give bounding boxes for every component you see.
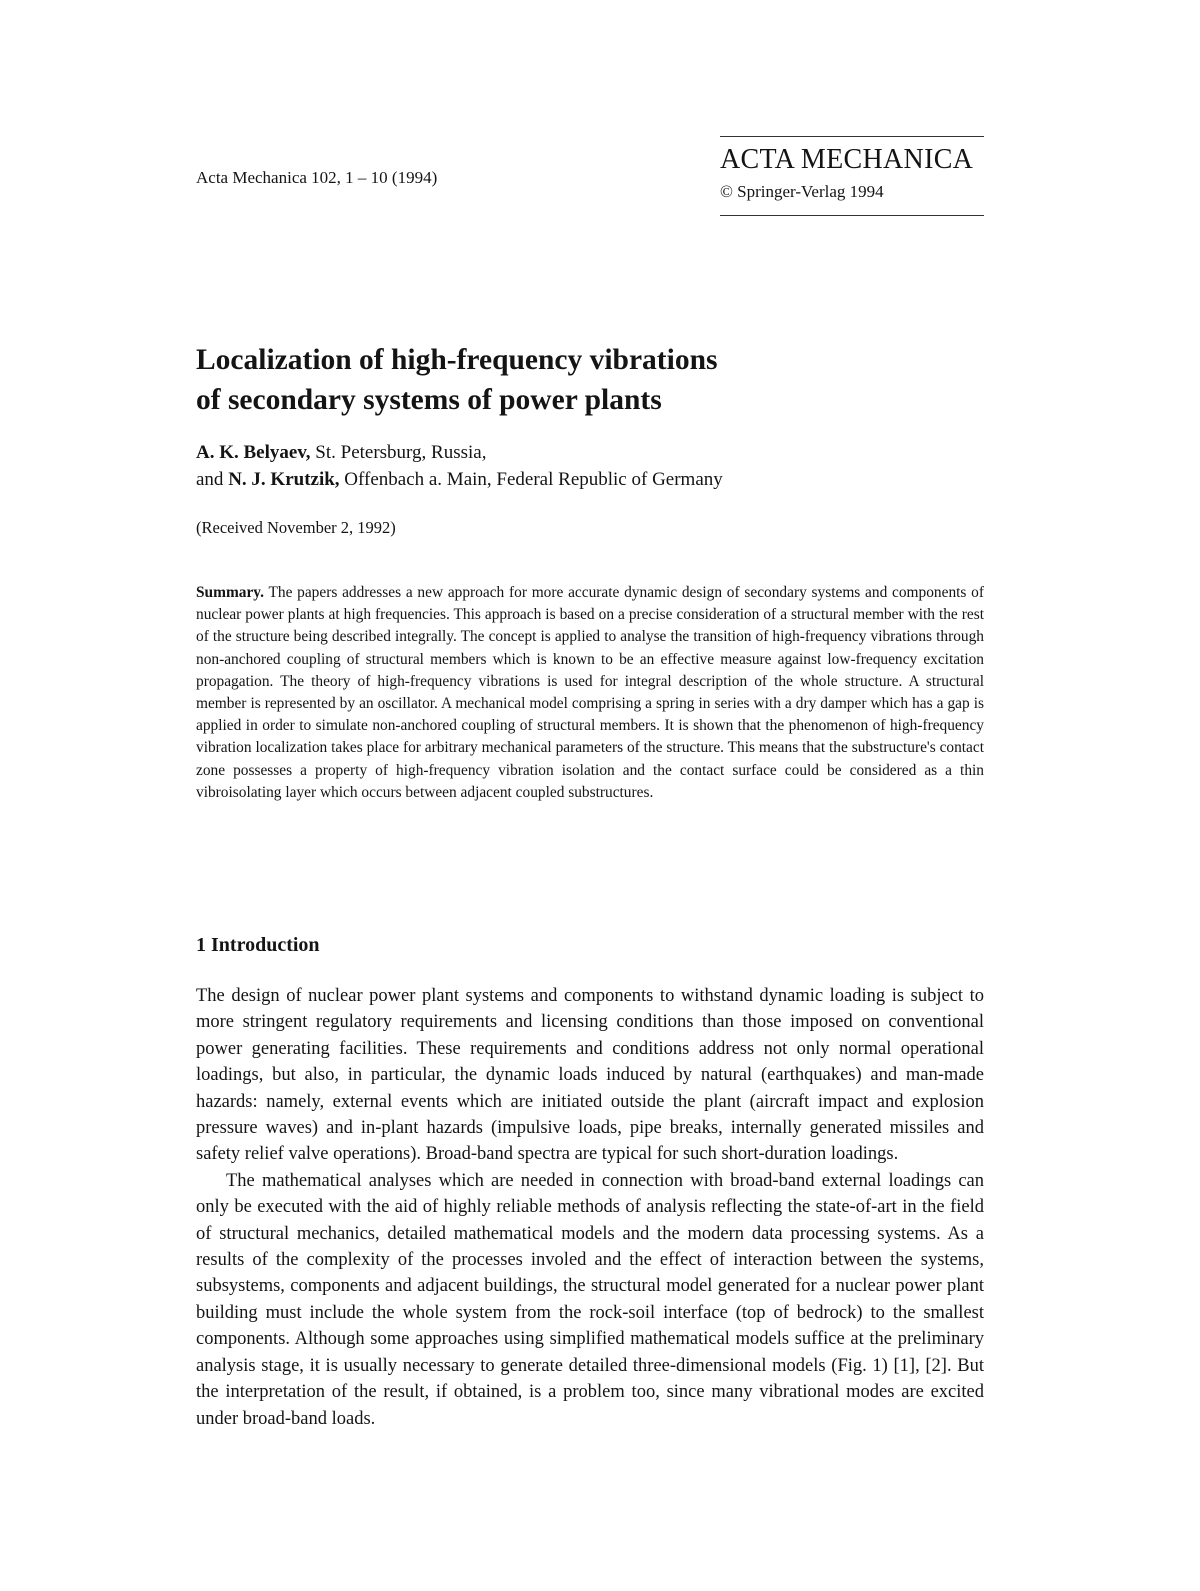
masthead-top-rule bbox=[720, 136, 984, 137]
author-line-1 bbox=[196, 439, 723, 466]
summary-abstract bbox=[196, 582, 984, 804]
body-text bbox=[196, 983, 984, 1432]
title-line-2: of secondary systems of power plants bbox=[196, 384, 662, 416]
received-date: (Received November 2, 1992) bbox=[196, 518, 396, 537]
journal-name: ACTA MECHANICA bbox=[720, 144, 974, 175]
author-1-name: A. K. Belyaev, bbox=[196, 442, 311, 463]
journal-masthead bbox=[720, 136, 984, 216]
author-conjunction: and bbox=[196, 469, 229, 490]
summary-label: Summary. bbox=[196, 584, 264, 601]
summary-text: The papers addresses a new approach for more accurate dynamic design of secondary systems and components of nuclear power plants at high frequencies. This approach is based on a precise consideration of a structural member with the rest of the structure being described integrally. The concept is applied to analyse the transition of high-frequency vibrations through non-anchored coupling of structural members which is known to be an effective measure against low-frequency excitation propagation. The theory of high-frequency vibrations is used for integral description of the whole structure. A structural member is represented by an oscillator. A mechanical model comprising a spring in series with a dry damper which has a gap is applied in order to simulate non-anchored coupling of structural members. It is shown that the phenomenon of high-frequency vibration localization takes place for arbitrary mechanical parameters of the structure. This means that the substructure's contact zone possesses a property of high-frequency vibration isolation and the contact surface could be considered as a thin vibroisolating layer which occurs between adjacent coupled substructures. bbox=[196, 584, 984, 801]
section-heading-introduction: 1 Introduction bbox=[196, 934, 320, 956]
body-paragraph-1: The design of nuclear power plant systems and components to withstand dynamic loading is subject to more stringent regulatory requirements and licensing conditions than those imposed on conventional power generating facilities. These requirements and conditions address not only normal operational loadings, but also, in particular, the dynamic loads induced by natural (earthquakes) and man-made hazards: namely, external events which are initiated outside the plant (aircraft impact and explosion pressure waves) and in-plant hazards (impulsive loads, pipe breaks, internally generated missiles and safety relief valve operations). Broad-band spectra are typical for such short-duration loadings. bbox=[196, 986, 984, 1165]
masthead-bottom-rule bbox=[720, 215, 984, 216]
copyright-notice: © Springer-Verlag 1994 bbox=[720, 182, 884, 201]
author-line-2 bbox=[196, 466, 723, 493]
author-1-affiliation: St. Petersburg, Russia, bbox=[310, 442, 487, 463]
paper-title bbox=[196, 340, 976, 420]
body-paragraph-2: The mathematical analyses which are needed in connection with broad-band external loadings can only be executed with the aid of highly reliable methods of analysis reflecting the state-of-art in the field of structural mechanics, detailed mathematical models and the modern data processing systems. As a results of the complexity of the processes involed and the effect of interaction between the systems, subsystems, components and adjacent buildings, the structural model generated for a nuclear power plant building must include the whole system from the rock-soil interface (top of bedrock) to the smallest components. Although some approaches using simplified mathematical models suffice at the preliminary analysis stage, it is usually necessary to generate detailed three-dimensional models (Fig. 1) [1], [2]. But the interpretation of the result, if obtained, is a problem too, since many vibrational modes are excited under broad-band loads. bbox=[196, 1170, 984, 1429]
journal-citation: Acta Mechanica 102, 1 – 10 (1994) bbox=[196, 168, 438, 187]
author-2-affiliation: Offenbach a. Main, Federal Republic of Germany bbox=[339, 469, 723, 490]
author-2-name: N. J. Krutzik, bbox=[228, 469, 340, 490]
title-line-1: Localization of high-frequency vibrations bbox=[196, 344, 718, 376]
author-list bbox=[196, 439, 723, 493]
